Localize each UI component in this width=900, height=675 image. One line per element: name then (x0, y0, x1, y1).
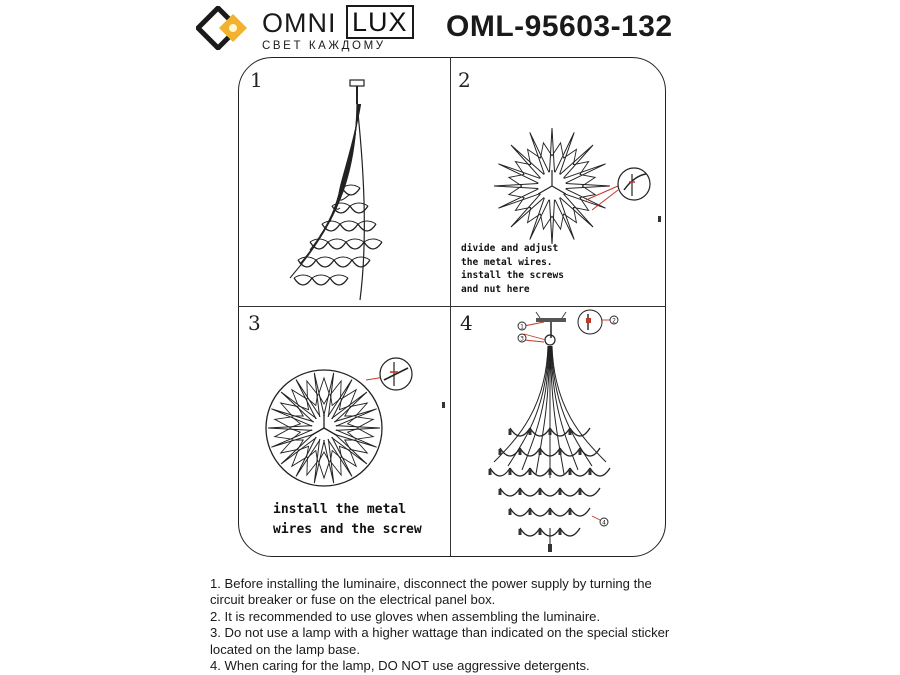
callout-3 (518, 334, 526, 343)
instruction-line: 2. It is recommended to use gloves when assembling the luminaire. (210, 608, 601, 624)
instruction-line: 4. When caring for the lamp, DO NOT use aggressive detergents. (210, 658, 590, 674)
brand-lux: LUX (346, 5, 414, 39)
step-2-number: 2 (458, 68, 471, 92)
step-3-number: 3 (248, 311, 261, 335)
callout-2-label: 2 (612, 317, 616, 325)
step-2-note-line: and nut here (461, 283, 530, 295)
step-3-note (273, 500, 422, 540)
instructions (210, 576, 700, 674)
callout-2 (610, 316, 618, 325)
instruction-line: 3. Do not use a lamp with a higher wattage than indicated on the special sticker (210, 625, 670, 641)
divider-horizontal (238, 306, 666, 307)
header (0, 0, 900, 60)
model-number: OML-95603-132 (446, 10, 673, 43)
step-3-medallion-illustration (262, 352, 448, 502)
step-1-chandelier-side-illustration (272, 78, 422, 304)
step-2-star-pattern-illustration (494, 124, 666, 248)
step-2-note (461, 242, 564, 296)
step-2-note-line: install the screws (461, 270, 564, 281)
step-2-note-line: divide and adjust (461, 243, 559, 254)
step-2-detail-leader (586, 186, 618, 200)
instruction-line: 1. Before installing the luminaire, disconnect the power supply by turning the (210, 576, 652, 591)
instruction-line: circuit breaker or fuse on the electrical panel box. (210, 592, 496, 608)
brand-tagline: СВЕТ КАЖДОМУ (262, 40, 386, 52)
step-2-note-line: the metal wires. (461, 256, 553, 268)
step-4-number: 4 (460, 311, 473, 335)
callout-4-label: 4 (602, 519, 606, 527)
step-2-detail-circle (618, 168, 650, 200)
step-2-detail-leader (592, 190, 618, 210)
callout-1 (518, 322, 526, 331)
step-1-number: 1 (250, 68, 263, 92)
step-3-note-line: wires and the screw (273, 522, 422, 537)
brand-omni: OMNI (262, 8, 337, 38)
callout-4 (600, 518, 608, 527)
divider-vertical (450, 57, 451, 557)
callout-1-label: 1 (520, 323, 524, 331)
instruction-line: located on the lamp base. (210, 641, 360, 657)
diamond-lamp-icon (196, 6, 256, 50)
step-4-chandelier-assembly-illustration (484, 308, 624, 554)
step-3-note-line: install the metal (273, 502, 407, 517)
callout-3-label: 3 (520, 335, 524, 343)
